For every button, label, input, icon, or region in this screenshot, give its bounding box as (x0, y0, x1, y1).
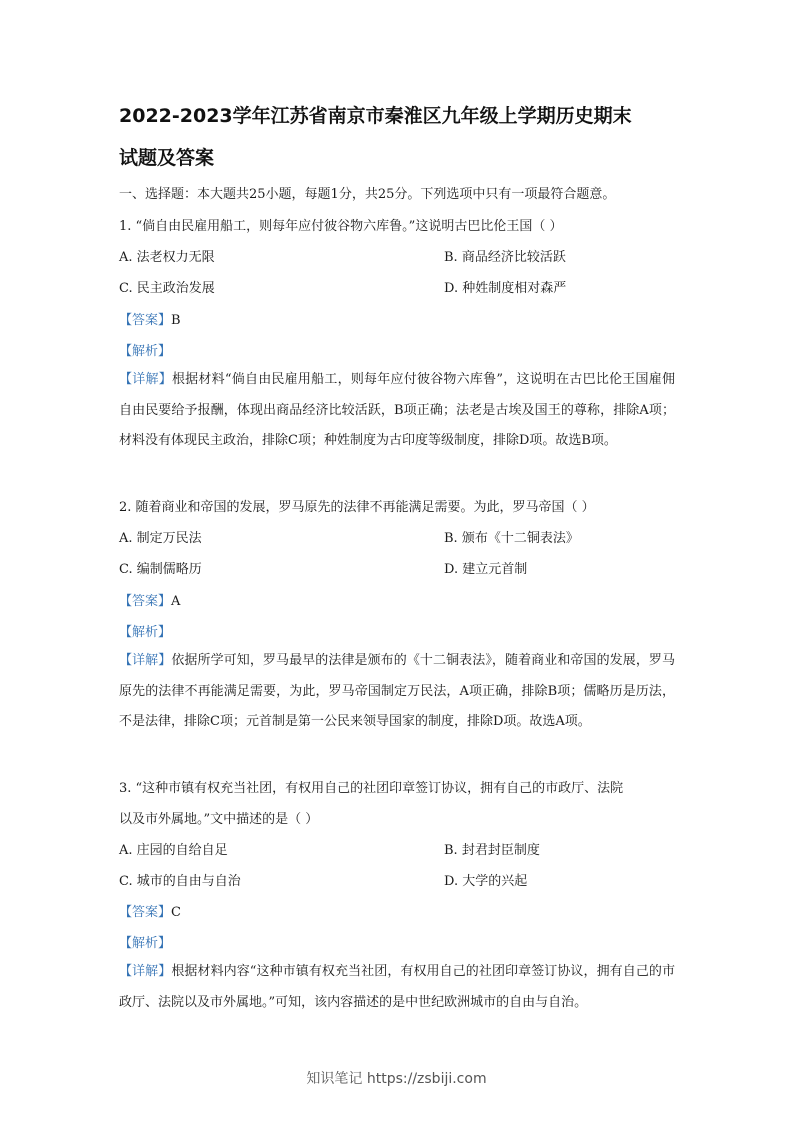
answer-tag: 【答案】 (119, 594, 172, 609)
footer-watermark: 知识笔记 https://zsbiji.com (306, 1071, 487, 1087)
question-1-analysis-tag: 【解析】 (119, 344, 172, 359)
question-3-stem: 3. “这种市镇有权充当社团，有权用自己的社团印章签订协议，拥有自己的市政厅、法院 (119, 781, 624, 796)
answer-tag: 【答案】 (119, 313, 172, 328)
question-1-stem: 1. “倘自由民雇用船工，则每年应付彼谷物六库鲁。”这说明古巴比伦王国（ ） (119, 219, 563, 234)
question-2-stem: 2. 随着商业和帝国的发展，罗马原先的法律不再能满足需要。为此，罗马帝国（ ） (119, 500, 595, 515)
detail-tag: 【详解】 (119, 964, 172, 979)
detail-text: 根据材料“倘自由民雇用船工，则每年应付彼谷物六库鲁”，这说明在古巴比伦王国雇佣自由民要给予报酬，体现出商品经济比较活跃，B项正确；法老是古埃及国王的尊称，排除A项；材料没有体现民主政治，排除C项；种姓制度为古印度等级制度，排除D项。故选B项。 (119, 372, 675, 449)
question-3-stem-continued: 以及市外属地。”文中描述的是（ ） (119, 812, 319, 827)
question-3-option-d: D. 大学的兴起 (444, 874, 528, 889)
question-2-option-d: D. 建立元首制 (444, 562, 528, 577)
question-1-option-b: B. 商品经济比较活跃 (444, 250, 566, 265)
question-1-option-d: D. 种姓制度相对森严 (444, 281, 567, 296)
question-3-option-a: A. 庄园的自给自足 (119, 843, 228, 858)
answer-value: C (171, 905, 181, 920)
question-3-detail (119, 957, 675, 1018)
question-2-option-b: B. 颁布《十二铜表法》 (444, 531, 579, 546)
section-heading: 一、选择题：本大题共25小题，每题1分，共25分。下列选项中只有一项最符合题意。 (119, 187, 616, 202)
question-2-detail (119, 646, 675, 738)
detail-tag: 【详解】 (119, 653, 172, 668)
answer-tag: 【答案】 (119, 905, 172, 920)
question-3-analysis-tag: 【解析】 (119, 936, 172, 951)
question-1-answer (119, 312, 181, 330)
question-2-analysis-tag: 【解析】 (119, 625, 172, 640)
question-2-option-a: A. 制定万民法 (119, 531, 202, 546)
question-1-detail (119, 365, 675, 457)
detail-tag: 【详解】 (119, 372, 172, 387)
page-title-line-2: 试题及答案 (119, 147, 215, 169)
page-title-line-1: 2022-2023学年江苏省南京市秦淮区九年级上学期历史期末 (119, 105, 632, 127)
answer-value: A (171, 594, 181, 609)
detail-text: 根据材料内容“这种市镇有权充当社团，有权用自己的社团印章签订协议，拥有自己的市政厅、法院以及市外属地。”可知，该内容描述的是中世纪欧洲城市的自由与自治。 (119, 964, 675, 1010)
question-2-option-c: C. 编制儒略历 (119, 562, 202, 577)
question-3-answer (119, 904, 181, 922)
question-2-answer (119, 593, 180, 611)
question-3-option-b: B. 封君封臣制度 (444, 843, 540, 858)
question-1-option-c: C. 民主政治发展 (119, 281, 215, 296)
question-1-option-a: A. 法老权力无限 (119, 250, 215, 265)
question-3-option-c: C. 城市的自由与自治 (119, 874, 241, 889)
detail-text: 依据所学可知，罗马最早的法律是颁布的《十二铜表法》，随着商业和帝国的发展，罗马原先的法律不再能满足需要，为此，罗马帝国制定万民法，A项正确，排除B项；儒略历是历法，不是法律，排除C项；元首制是第一公民来领导国家的制度，排除D项。故选A项。 (119, 653, 675, 730)
answer-value: B (171, 313, 181, 328)
